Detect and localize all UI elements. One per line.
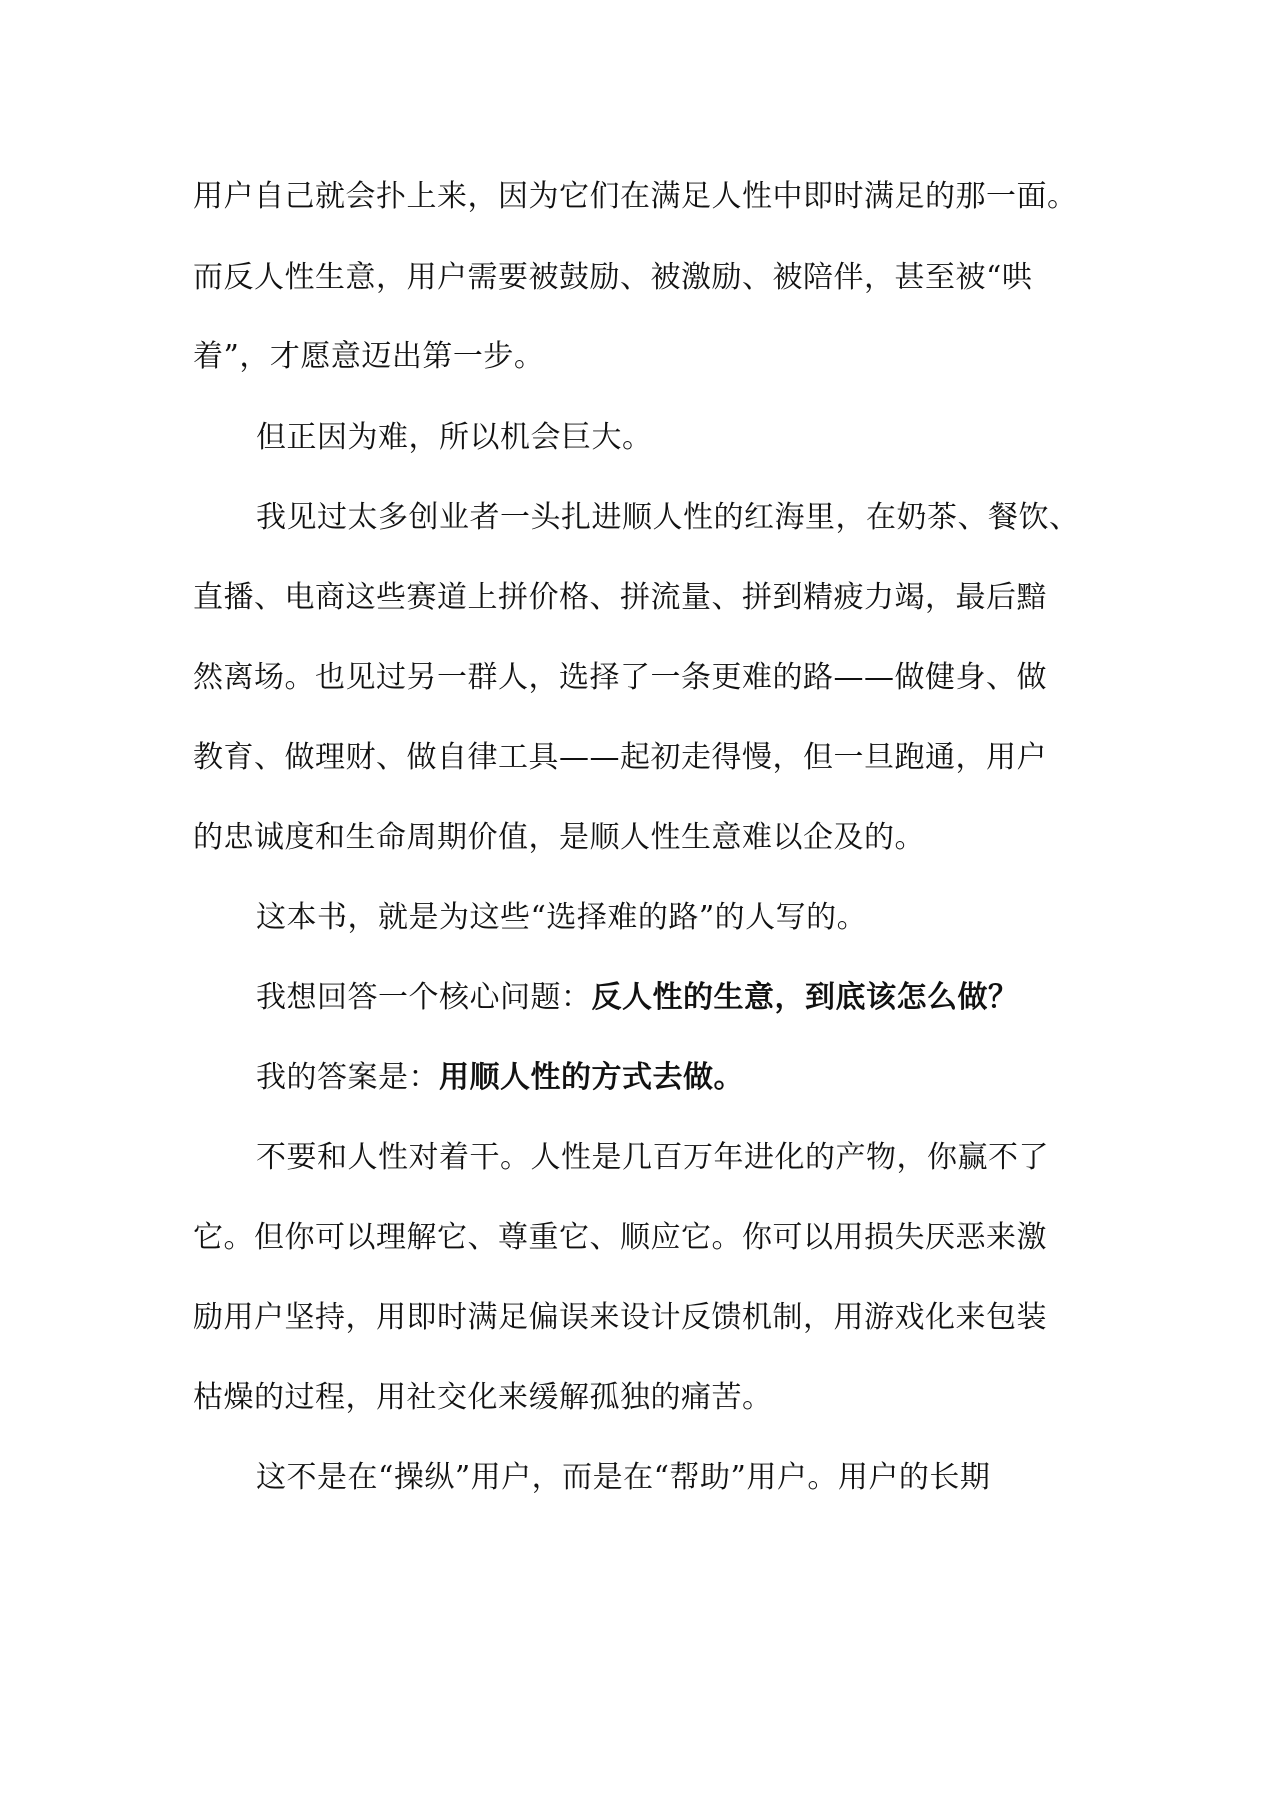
text-line: 我见过太多创业者一头扎进顺人性的红海里，在奶茶、餐饮、: [256, 500, 1080, 535]
text-line: 用户自己就会扑上来，因为它们在满足人性中即时满足的那一面。: [193, 179, 1078, 214]
text-line: 而反人性生意，用户需要被鼓励、被激励、被陪伴，甚至被“哄: [193, 260, 1033, 295]
core-answer: 用顺人性的方式去做。: [439, 1060, 744, 1095]
text-line: 励用户坚持，用即时满足偏误来设计反馈机制，用游戏化来包装: [193, 1300, 1047, 1335]
text-line: 着”，才愿意迈出第一步。: [193, 339, 545, 374]
text-line: 它。但你可以理解它、尊重它、顺应它。你可以用损失厌恶来激: [193, 1220, 1047, 1255]
text-line: 这本书，就是为这些“选择难的路”的人写的。: [256, 900, 868, 935]
text-line: 然离场。也见过另一群人，选择了一条更难的路——做健身、做: [193, 660, 1047, 695]
text-line: 直播、电商这些赛道上拼价格、拼流量、拼到精疲力竭，最后黯: [193, 580, 1047, 615]
text-line: 枯燥的过程，用社交化来缓解孤独的痛苦。: [193, 1380, 773, 1415]
core-question: 反人性的生意，到底该怎么做？: [591, 980, 1019, 1015]
answer-prefix: 我的答案是：: [256, 1060, 439, 1095]
text-line: [193, 980, 1156, 1015]
text-line: 这不是在“操纵”用户，而是在“帮助”用户。用户的长期: [256, 1460, 991, 1495]
text-line: 的忠诚度和生命周期价值，是顺人性生意难以企及的。: [193, 820, 925, 855]
text-line: 教育、做理财、做自律工具——起初走得慢，但一旦跑通，用户: [193, 740, 1047, 775]
question-prefix: 我想回答一个核心问题：: [256, 980, 592, 1015]
text-line: [193, 1060, 1156, 1095]
text-line: 但正因为难，所以机会巨大。: [256, 420, 653, 455]
text-line: 不要和人性对着干。人性是几百万年进化的产物，你赢不了: [256, 1140, 1049, 1175]
